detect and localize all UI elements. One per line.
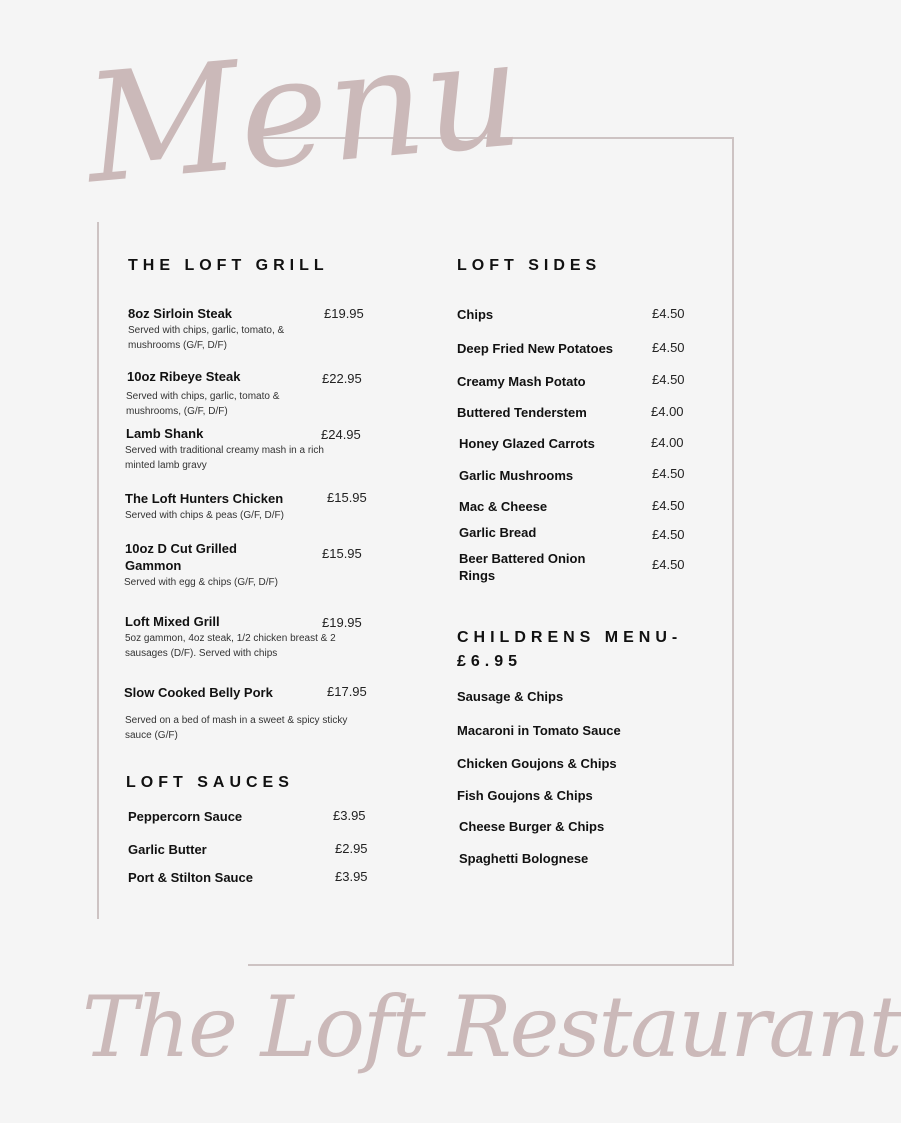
sauces-heading: LOFT SAUCES <box>126 774 294 791</box>
grill-item-name: Lamb Shank <box>126 426 204 441</box>
grill-item-name: 10oz Ribeye Steak <box>127 369 241 384</box>
side-item-price: £4.50 <box>652 466 685 481</box>
grill-item-price: £17.95 <box>327 684 367 699</box>
side-item-price: £4.50 <box>652 372 685 387</box>
grill-item-name: 10oz D Cut Grilled Gammon <box>125 541 237 573</box>
childrens-item: Spaghetti Bolognese <box>459 851 589 866</box>
grill-item-price: £15.95 <box>327 490 367 505</box>
grill-item-price: £15.95 <box>322 546 362 561</box>
sauce-item-price: £3.95 <box>335 869 368 884</box>
side-item-name: Creamy Mash Potato <box>457 374 586 389</box>
frame-bottom-line <box>248 964 734 966</box>
side-item-price: £4.50 <box>652 340 685 355</box>
grill-item-desc: Served with chips, garlic, tomato, & mushrooms (G/F, D/F) <box>128 325 285 351</box>
side-item-name: Deep Fried New Potatoes <box>457 341 614 356</box>
side-item-name: Garlic Mushrooms <box>459 468 574 483</box>
grill-item-price: £24.95 <box>321 427 361 442</box>
grill-item-name: Slow Cooked Belly Pork <box>124 685 273 700</box>
grill-item-price: £19.95 <box>322 615 362 630</box>
childrens-item: Fish Goujons & Chips <box>457 788 593 803</box>
side-item-price: £4.50 <box>652 527 685 542</box>
childrens-heading-price: £6.95 <box>457 653 523 670</box>
sides-heading: LOFT SIDES <box>457 257 602 274</box>
restaurant-script-title: The Loft Restaurant <box>82 978 901 1076</box>
sauce-item-price: £2.95 <box>335 841 368 856</box>
childrens-item: Cheese Burger & Chips <box>459 819 605 834</box>
grill-item-price: £22.95 <box>322 371 362 386</box>
childrens-item: Chicken Goujons & Chips <box>457 756 617 771</box>
side-item-price: £4.00 <box>651 404 684 419</box>
grill-item-desc: 5oz gammon, 4oz steak, 1/2 chicken breast & 2 sausages (D/F). Served with chips <box>125 633 336 659</box>
side-item-name: Chips <box>457 307 494 322</box>
childrens-item: Macaroni in Tomato Sauce <box>457 723 621 738</box>
sauce-item-name: Port & Stilton Sauce <box>128 870 253 885</box>
childrens-item: Sausage & Chips <box>457 689 564 704</box>
side-item-name: Honey Glazed Carrots <box>459 436 595 451</box>
side-item-price: £4.50 <box>652 557 685 572</box>
grill-heading: THE LOFT GRILL <box>128 257 329 274</box>
frame-right-line <box>732 137 734 966</box>
side-item-price: £4.50 <box>652 498 685 513</box>
side-item-name: Buttered Tenderstem <box>457 405 587 420</box>
sauce-item-name: Garlic Butter <box>128 842 207 857</box>
side-item-price: £4.50 <box>652 306 685 321</box>
grill-item-desc: Served with egg & chips (G/F, D/F) <box>124 577 278 588</box>
sauce-item-name: Peppercorn Sauce <box>128 809 243 824</box>
side-item-name: Beer Battered Onion Rings <box>459 551 586 583</box>
grill-item-name: The Loft Hunters Chicken <box>125 491 284 506</box>
grill-item-desc: Served with traditional creamy mash in a rich minted lamb gravy <box>125 445 324 471</box>
grill-item-name: Loft Mixed Grill <box>125 614 220 629</box>
grill-item-desc: Served with chips, garlic, tomato & mushrooms, (G/F, D/F) <box>126 391 280 417</box>
childrens-heading-line1: CHILDRENS MENU- <box>457 629 683 646</box>
grill-item-desc: Served on a bed of mash in a sweet & spicy sticky sauce (G/F) <box>125 715 348 741</box>
grill-item-price: £19.95 <box>324 306 364 321</box>
side-item-name: Mac & Cheese <box>459 499 548 514</box>
menu-script-title: Menu <box>78 6 529 218</box>
grill-item-desc: Served with chips & peas (G/F, D/F) <box>125 510 284 521</box>
side-item-name: Garlic Bread <box>459 525 537 540</box>
side-item-price: £4.00 <box>651 435 684 450</box>
frame-left-line <box>97 222 99 919</box>
sauce-item-price: £3.95 <box>333 808 366 823</box>
grill-item-name: 8oz Sirloin Steak <box>128 306 233 321</box>
